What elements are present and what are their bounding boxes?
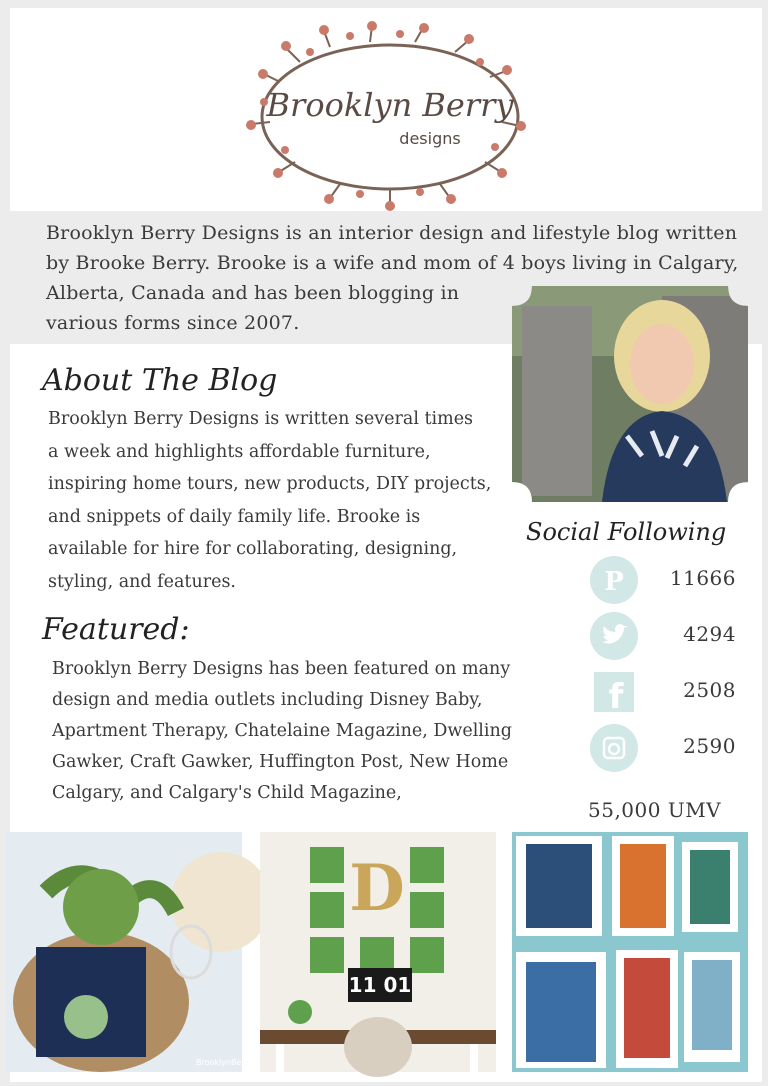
social-row-instagram <box>590 724 750 772</box>
about-line: available for hire for collaborating, designing, <box>48 539 458 559</box>
author-photo <box>512 286 748 502</box>
social-row-twitter <box>590 612 750 660</box>
instagram-count: 2590 <box>683 734 736 758</box>
logo-name: Brooklyn Berry <box>266 86 514 124</box>
featured-line: design and media outlets including Disney Baby, <box>52 690 483 710</box>
pinterest-count: 11666 <box>669 566 736 590</box>
thumbnail-office-nook <box>260 832 496 1072</box>
svg-text:P: P <box>604 567 624 597</box>
featured-line: Calgary, and Calgary's Child Magazine, <box>52 783 402 803</box>
thumbnail-table-setting <box>6 832 253 1072</box>
featured-line: Apartment Therapy, Chatelaine Magazine, Dwelling <box>52 721 512 741</box>
facebook-count: 2508 <box>683 678 736 702</box>
featured-text <box>52 654 572 809</box>
social-heading: Social Following <box>526 518 727 546</box>
thumbnail-gallery-wall <box>512 832 748 1072</box>
about-line: inspiring home tours, new products, DIY projects, <box>48 474 492 494</box>
about-heading: About The Blog <box>42 363 278 398</box>
svg-text:D: D <box>349 851 405 926</box>
pinterest-icon[interactable] <box>590 556 638 604</box>
about-line: styling, and features. <box>48 571 236 592</box>
thumbnail-watermark: BrooklynBerry <box>196 1058 253 1067</box>
featured-heading: Featured: <box>42 612 190 647</box>
featured-line: Brooklyn Berry Designs has been featured on many <box>52 659 511 679</box>
umv-stat: 55,000 UMV <box>588 798 722 822</box>
thumbnail-clock: 11 01 <box>348 968 412 1002</box>
about-line: a week and highlights affordable furniture, <box>48 441 431 462</box>
about-line: Brooklyn Berry Designs is written several times <box>48 409 474 429</box>
intro-line: Brooklyn Berry Designs is an interior design and lifestyle blog written <box>46 222 738 244</box>
social-row-pinterest <box>590 556 750 604</box>
brooklyn-berry-logo <box>240 22 540 212</box>
facebook-icon[interactable] <box>594 672 634 717</box>
intro-line: various forms since 2007. <box>46 312 300 334</box>
instagram-icon[interactable] <box>590 724 638 772</box>
intro-line: by Brooke Berry. Brooke is a wife and mom of 4 boys living in Calgary, <box>46 252 739 274</box>
about-line: and snippets of daily family life. Brooke is <box>48 506 421 527</box>
about-text <box>48 403 518 598</box>
twitter-count: 4294 <box>683 622 736 646</box>
twitter-icon[interactable] <box>590 612 638 660</box>
social-row-facebook <box>590 668 750 716</box>
intro-line: Alberta, Canada and has been blogging in <box>46 282 460 304</box>
svg-text:f: f <box>608 677 624 717</box>
logo-sub: designs <box>399 129 461 148</box>
featured-line: Gawker, Craft Gawker, Huffington Post, New Home <box>52 752 509 772</box>
